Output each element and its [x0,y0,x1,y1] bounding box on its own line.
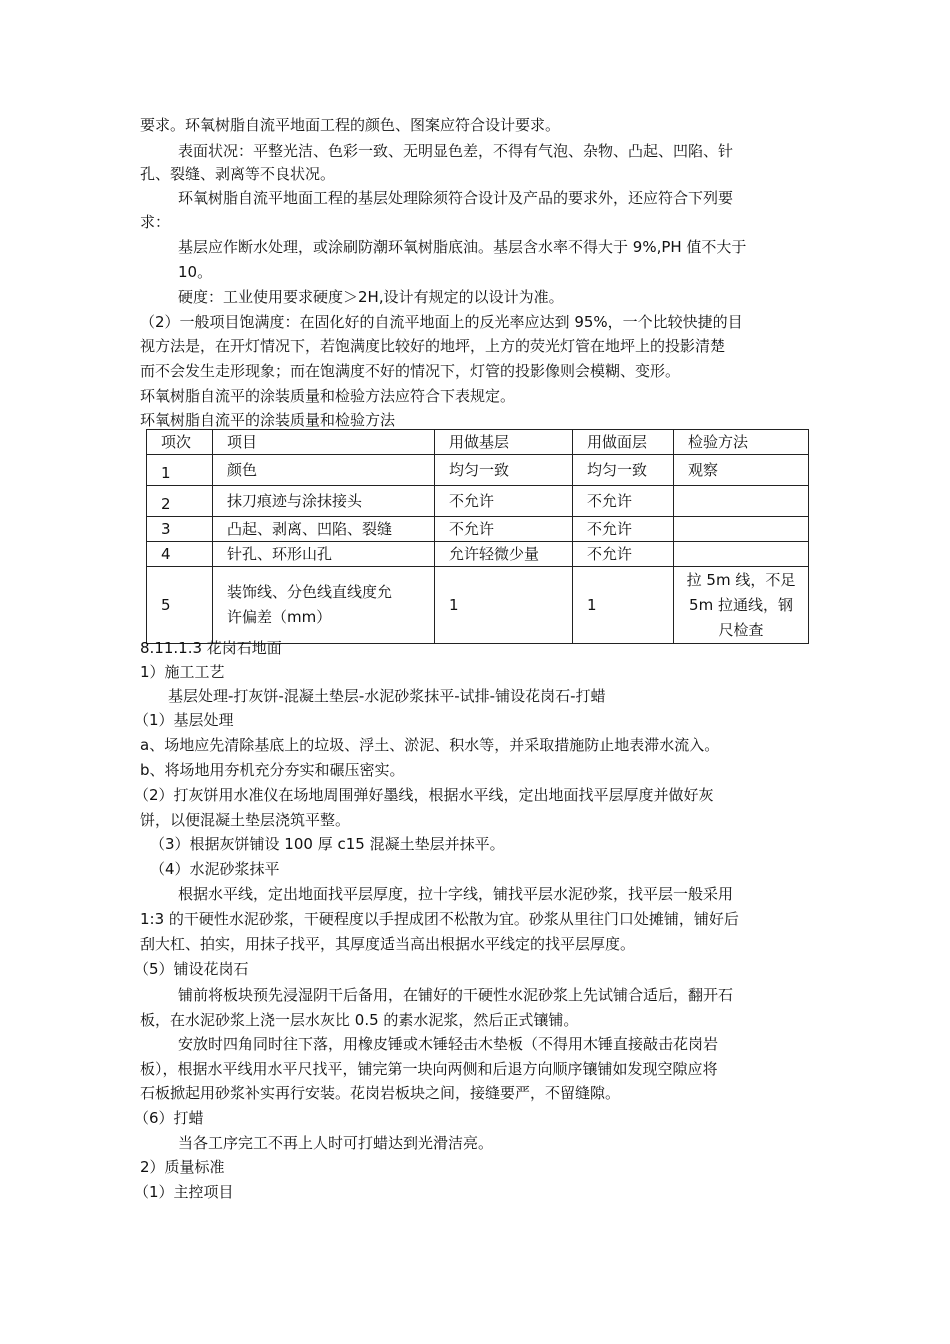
paragraph-line: 饼，以便混凝土垫层浇筑平整。 [140,811,351,829]
paragraph-line: （2）打灰饼用水准仪在场地周围弹好墨线，根据水平线，定出地面找平层厚度并做好灰 [134,786,714,804]
table-header-row [147,430,809,455]
paragraph-line: （2）一般项目饱满度：在固化好的自流平地面上的反光率应达到 95%，一个比较快捷的目 [140,313,743,331]
cell-surface: 不允许 [573,517,674,542]
paragraph-line: 环氧树脂自流平地面工程的基层处理除须符合设计及产品的要求外，还应符合下列要 [178,189,734,207]
paragraph-line: 10。 [178,263,213,281]
cell-method [674,542,809,567]
cell-item: 抹刀痕迹与涂抹接头 [213,486,435,517]
cell-surface: 1 [573,567,674,644]
paragraph-line: 求： [140,213,171,231]
paragraph-line: a、场地应先清除基底上的垃圾、浮土、淤泥、积水等，并采取措施防止地表滞水流入。 [140,736,720,754]
paragraph-line: 环氧树脂自流平的涂装质量和检验方法应符合下表规定。 [140,387,516,405]
header-cell: 用做面层 [573,430,674,455]
cell-method: 观察 [674,455,809,486]
cell-method [674,567,809,644]
cell-base: 不允许 [435,486,573,517]
cell-no: 4 [147,542,213,567]
paragraph-line: （3）根据灰饼铺设 100 厚 c15 混凝土垫层并抹平。 [150,835,505,853]
paragraph-line: 板），根据水平线用水平尺找平，铺完第一块向两侧和后退方向顺序镶铺如发现空隙应将 [140,1060,718,1078]
cell-item-line: 装饰线、分色线直线度允 [227,583,393,601]
paragraph-line: 安放时四角同时往下落，用橡皮锤或木锤轻击木垫板（不得用木锤直接敲击花岗岩 [178,1035,719,1053]
cell-method [674,486,809,517]
paragraph-line: 硬度：工业使用要求硬度＞2H,设计有规定的以设计为准。 [178,288,564,306]
table-row [147,486,809,517]
cell-no: 5 [147,567,213,644]
header-cell: 检验方法 [674,430,809,455]
cell-method-line: 拉 5m 线，不足 [686,570,796,589]
cell-surface: 不允许 [573,486,674,517]
cell-surface: 均匀一致 [573,455,674,486]
cell-item: 颜色 [213,455,435,486]
cell-item-line: 许偏差（mm） [227,608,332,626]
cell-base: 均匀一致 [435,455,573,486]
cell-base: 1 [435,567,573,644]
section-heading: 8.11.1.3 花岗石地面 [140,639,282,657]
paragraph-line: 表面状况：平整光洁、色彩一致、无明显色差，不得有气泡、杂物、凸起、凹陷、针 [178,142,734,160]
cell-method-line: 尺检查 [718,620,764,639]
paragraph-line: 基层应作断水处理，或涂刷防潮环氧树脂底油。基层含水率不得大于 9%,PH 值不大于 [178,238,747,256]
section-heading: （5）铺设花岗石 [134,960,249,978]
section-heading: 2）质量标准 [140,1158,225,1176]
cell-base: 不允许 [435,517,573,542]
section-heading: 1）施工工艺 [140,663,225,681]
header-cell: 项目 [213,430,435,455]
table-caption: 环氧树脂自流平的涂装质量和检验方法 [140,411,396,429]
section-heading: （4）水泥砂浆抹平 [150,860,280,878]
header-cell: 项次 [147,430,213,455]
header-cell: 用做基层 [435,430,573,455]
cell-no: 2 [147,486,213,517]
table-row [147,517,809,542]
cell-item: 针孔、环形山孔 [213,542,435,567]
paragraph-line: 根据水平线，定出地面找平层厚度，拉十字线，铺找平层水泥砂浆，找平层一般采用 [178,885,734,903]
cell-method-line: 5m 拉通线，钢 [689,595,793,614]
cell-no: 3 [147,517,213,542]
paragraph-line: 要求。环氧树脂自流平地面工程的颜色、图案应符合设计要求。 [140,116,561,134]
table-row [147,542,809,567]
paragraph-line: 当各工序完工不再上人时可打蜡达到光滑洁亮。 [178,1134,494,1152]
paragraph-line: 孔、裂缝、剥离等不良状况。 [140,165,336,183]
cell-item: 凸起、剥离、凹陷、裂缝 [213,517,435,542]
section-heading: （1）主控项目 [134,1183,234,1201]
section-heading: （6）打蜡 [134,1109,204,1127]
paragraph-line: 铺前将板块预先浸湿阴干后备用，在铺好的干硬性水泥砂浆上先试铺合适后，翻开石 [178,986,734,1004]
quality-table [146,429,809,644]
paragraph-line: 视方法是，在开灯情况下，若饱满度比较好的地坪，上方的荧光灯管在地坪上的投影清楚 [140,337,726,355]
paragraph-line: 而不会发生走形现象；而在饱满度不好的情况下，灯管的投影像则会模糊、变形。 [140,362,681,380]
cell-surface: 不允许 [573,542,674,567]
section-heading: （1）基层处理 [134,711,234,729]
cell-base: 允许轻微少量 [435,542,573,567]
cell-item [213,567,435,644]
paragraph-line: 基层处理-打灰饼-混凝土垫层-水泥砂浆抹平-试排-铺设花岗石-打蜡 [168,687,606,705]
table-row [147,567,809,644]
paragraph-line: 1:3 的干硬性水泥砂浆，干硬程度以手捏成团不松散为宜。砂浆从里往门口处摊铺，铺好后 [140,910,739,928]
cell-method [674,517,809,542]
paragraph-line: 板，在水泥砂浆上浇一层水灰比 0.5 的素水泥浆，然后正式镶铺。 [140,1011,579,1029]
table-row [147,455,809,486]
cell-no: 1 [147,455,213,486]
paragraph-line: 石板掀起用砂浆补实再行安装。花岗岩板块之间，接缝要严，不留缝隙。 [140,1084,621,1102]
paragraph-line: b、将场地用夯机充分夯实和碾压密实。 [140,761,405,779]
paragraph-line: 刮大杠、拍实，用抹子找平，其厚度适当高出根据水平线定的找平层厚度。 [140,935,636,953]
